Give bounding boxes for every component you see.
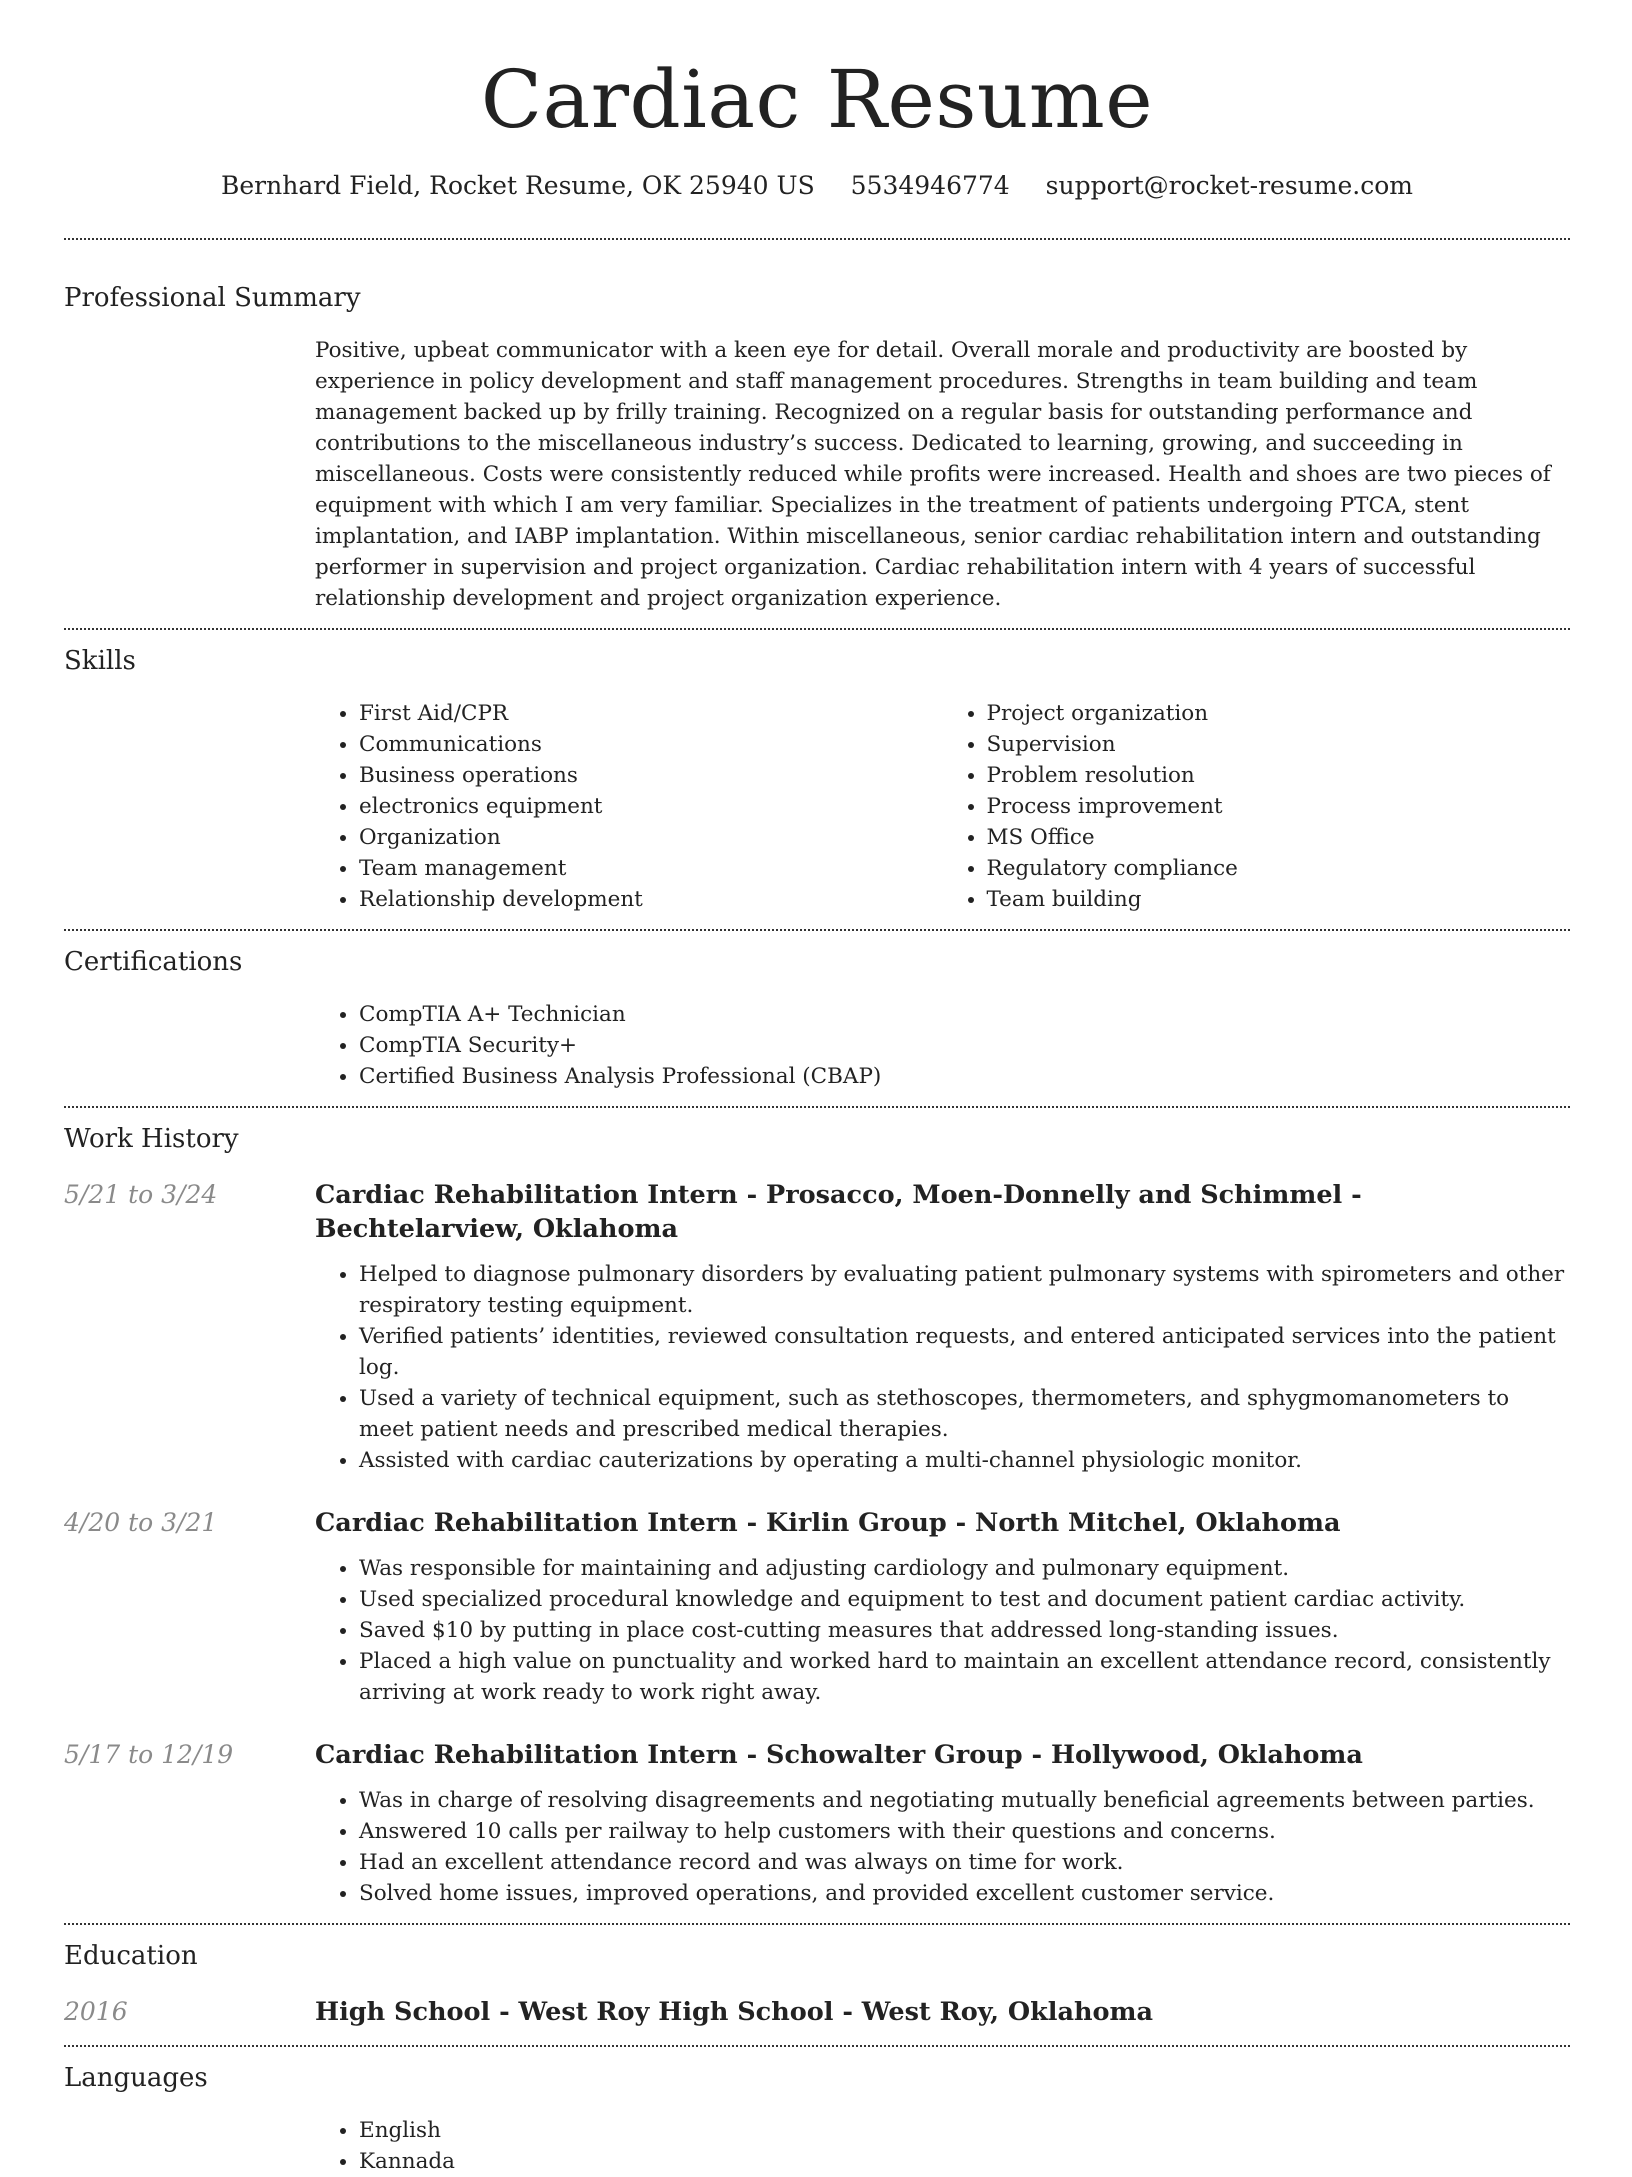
summary-heading: Professional Summary: [64, 283, 361, 313]
education-section: [64, 1925, 1570, 2029]
job-bullet: • Used specialized procedural knowledge and equipment to test and document patient cardiac activity.: [359, 1584, 1570, 1615]
job-entry: [64, 1738, 1570, 1909]
certifications-section: [64, 931, 1570, 1092]
skill-item: • Regulatory compliance: [987, 853, 1571, 884]
certifications-list: [315, 999, 1570, 1092]
skill-item: • Business operations: [359, 760, 943, 791]
certification-item: • CompTIA Security+: [359, 1030, 1570, 1061]
education-heading: Education: [64, 1941, 198, 1971]
skill-item: • Project organization: [987, 698, 1571, 729]
education-entry: [64, 1995, 1570, 2029]
resume-page: [64, 0, 1570, 2177]
contact-email: support@rocket-resume.com: [1045, 171, 1413, 200]
job-bullets: [315, 1553, 1570, 1708]
job-bullet: • Had an excellent attendance record and was always on time for work.: [359, 1847, 1570, 1878]
job-bullet: • Was responsible for maintaining and adjusting cardiology and pulmonary equipment.: [359, 1553, 1570, 1584]
skills-list-left: [315, 698, 943, 915]
job-bullet: • Answered 10 calls per railway to help customers with their questions and concerns.: [359, 1816, 1570, 1847]
skill-item: • electronics equipment: [359, 791, 943, 822]
contact-line: [64, 168, 1570, 204]
job-bullet: • Used a variety of technical equipment, such as stethoscopes, thermometers, and sphygmomanometers to meet patient needs and prescribed medical therapies.: [359, 1383, 1570, 1445]
certification-item: • Certified Business Analysis Professional (CBAP): [359, 1061, 1570, 1092]
skill-item: • MS Office: [987, 822, 1571, 853]
work-heading: Work History: [64, 1124, 239, 1154]
job-entry: [64, 1178, 1570, 1476]
languages-section: [64, 2047, 1570, 2177]
skills-list-right: [943, 698, 1571, 915]
certifications-heading: Certifications: [64, 947, 243, 977]
languages-heading: Languages: [64, 2063, 208, 2093]
education-title: High School - West Roy High School - West Roy, Oklahoma: [315, 1997, 1154, 2027]
job-bullet: • Helped to diagnose pulmonary disorders by evaluating patient pulmonary systems with spirometers and other respiratory testing equipment.: [359, 1259, 1570, 1321]
languages-list: [315, 2115, 1570, 2177]
job-bullet: • Saved $10 by putting in place cost-cutting measures that addressed long-standing issues.: [359, 1615, 1570, 1646]
education-date: 2016: [64, 1997, 128, 2026]
job-title: Cardiac Rehabilitation Intern - Prosacco, Moen-Donnelly and Schimmel - Bechtelarview, Oklahoma: [315, 1180, 1362, 1244]
skill-item: • Process improvement: [987, 791, 1571, 822]
skill-item: • Supervision: [987, 729, 1571, 760]
job-date: 4/20 to 3/21: [64, 1508, 218, 1537]
skills-section: [64, 630, 1570, 915]
language-item: • English: [359, 2115, 1570, 2146]
skill-item: • Team management: [359, 853, 943, 884]
skill-item: • Problem resolution: [987, 760, 1571, 791]
skill-item: • Team building: [987, 884, 1571, 915]
job-bullet: • Was in charge of resolving disagreements and negotiating mutually beneficial agreements between parties.: [359, 1785, 1570, 1816]
job-bullets: [315, 1259, 1570, 1476]
skill-item: • Organization: [359, 822, 943, 853]
skills-heading: Skills: [64, 646, 136, 676]
job-date: 5/17 to 12/19: [64, 1740, 234, 1769]
job-title: Cardiac Rehabilitation Intern - Schowalter Group - Hollywood, Oklahoma: [315, 1740, 1363, 1770]
job-title: Cardiac Rehabilitation Intern - Kirlin Group - North Mitchel, Oklahoma: [315, 1508, 1341, 1538]
summary-section: [64, 240, 1570, 614]
skill-item: • Relationship development: [359, 884, 943, 915]
work-section: [64, 1108, 1570, 1909]
job-bullet: • Assisted with cardiac cauterizations by operating a multi-channel physiologic monitor.: [359, 1445, 1570, 1476]
job-date: 5/21 to 3/24: [64, 1180, 218, 1209]
summary-text: Positive, upbeat communicator with a keen eye for detail. Overall morale and productivity are boosted by experience in policy development and staff management procedures. Strengths in team building and team management backed up by frilly training. Recognized on a regular basis for outstanding performance and contributions to the miscellaneous industry’s success. Dedicated to learning, growing, and succeeding in miscellaneous. Costs were consistently reduced while profits were increased. Health and shoes are two pieces of equipment with which I am very familiar. Specializes in the treatment of patients undergoing PTCA, stent implantation, and IABP implantation. Within miscellaneous, senior cardiac rehabilitation intern and outstanding performer in supervision and project organization. Cardiac rehabilitation intern with 4 years of successful relationship development and project organization experience.: [315, 338, 1551, 611]
certification-item: • CompTIA A+ Technician: [359, 999, 1570, 1030]
job-bullet: • Verified patients’ identities, reviewed consultation requests, and entered anticipated services into the patient log.: [359, 1321, 1570, 1383]
language-item: • Kannada: [359, 2146, 1570, 2177]
job-bullet: • Placed a high value on punctuality and worked hard to maintain an excellent attendance record, consistently arriving at work ready to work right away.: [359, 1646, 1570, 1708]
job-bullets: [315, 1785, 1570, 1909]
job-entry: [64, 1506, 1570, 1708]
contact-address: Bernhard Field, Rocket Resume, OK 25940 US: [221, 171, 815, 200]
skill-item: • First Aid/CPR: [359, 698, 943, 729]
contact-phone: 5534946774: [850, 171, 1010, 200]
resume-title: Cardiac Resume: [480, 53, 1154, 146]
job-bullet: • Solved home issues, improved operations, and provided excellent customer service.: [359, 1878, 1570, 1909]
skill-item: • Communications: [359, 729, 943, 760]
